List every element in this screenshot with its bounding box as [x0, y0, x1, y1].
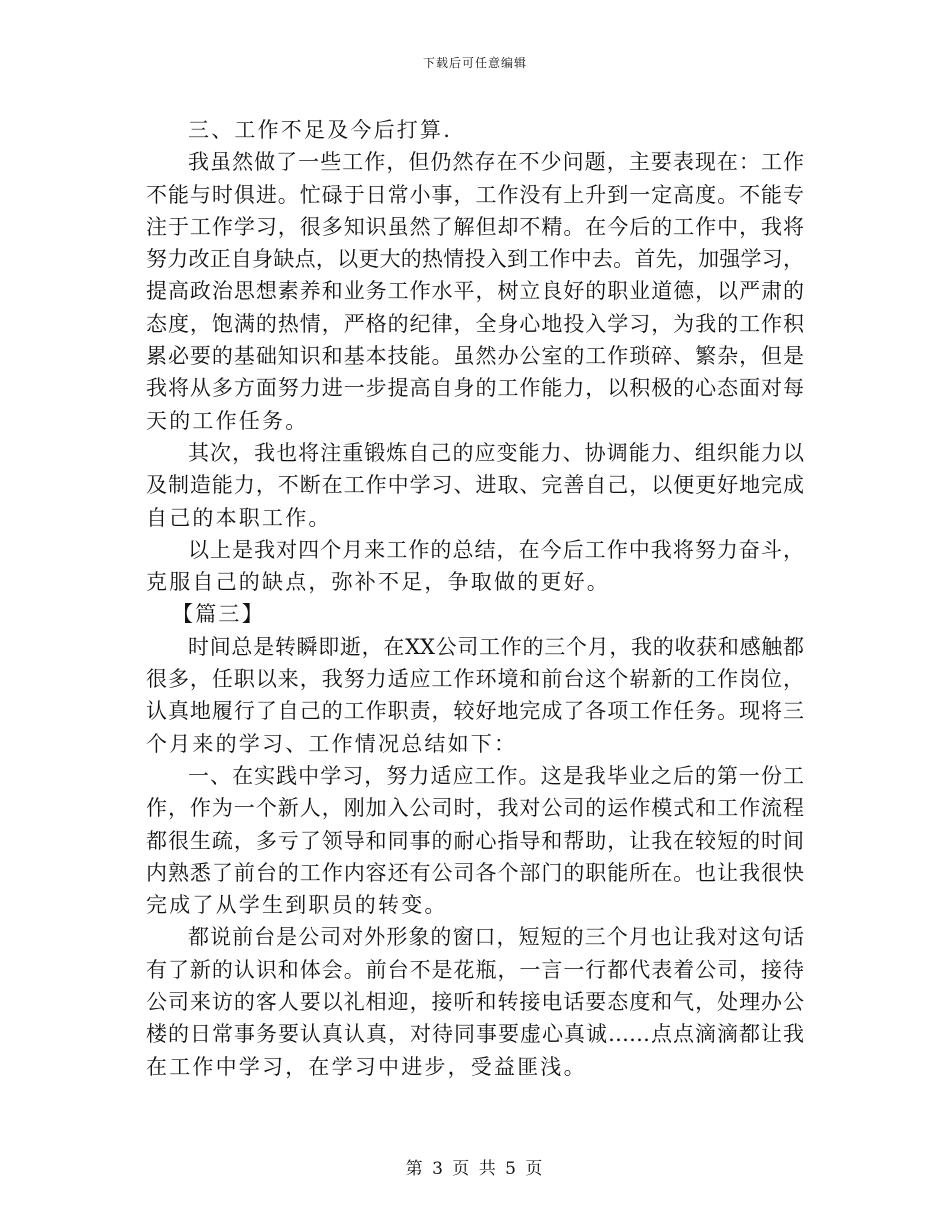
document-body [146, 114, 804, 1083]
text-line: 以上是我对四个月来工作的总结，在今后工作中我将努力奋斗， [188, 537, 804, 562]
text-line: 克服自己的缺点，弥补不足，争取做的更好。 [146, 570, 610, 595]
text-line: 不能与时俱进。忙碌于日常小事，工作没有上升到一定高度。不能专 [146, 182, 804, 207]
section-heading: 【篇三】 [172, 602, 265, 627]
section-heading: 三、工作不足及今后打算. [188, 118, 453, 142]
text-line: 及制造能力，不断在工作中学习、进取、完善自己，以便更好地完成 [146, 473, 804, 498]
text-line: 公司来访的客人要以礼相迎，接听和转接电话要态度和气，处理办公 [146, 990, 804, 1015]
text-line: 一、在实践中学习，努力适应工作。这是我毕业之后的第一份工 [188, 763, 804, 788]
text-line: 作，作为一个新人，刚加入公司时，我对公司的运作模式和工作流程 [146, 796, 804, 821]
text-line: 态度，饱满的热情，严格的纪律，全身心地投入学习，为我的工作积 [146, 311, 804, 336]
text-line: 都说前台是公司对外形象的窗口，短短的三个月也让我对这句话 [188, 925, 804, 950]
text-line: 认真地履行了自己的工作职责，较好地完成了各项工作任务。现将三 [146, 699, 804, 724]
text-line: 内熟悉了前台的工作内容还有公司各个部门的职能所在。也让我很快 [146, 860, 804, 885]
page-header: 下载后可任意编辑 [422, 56, 527, 70]
text-line: 时间总是转瞬即逝，在XX公司工作的三个月，我的收获和感触都 [188, 634, 804, 659]
text-line: 完成了从学生到职员的转变。 [146, 893, 448, 918]
text-line: 都很生疏，多亏了领导和同事的耐心指导和帮助，让我在较短的时间 [146, 828, 804, 853]
text-line: 楼的日常事务要认真认真，对待同事要虚心真诚……点点滴滴都让我 [146, 1022, 804, 1047]
text-line: 累必要的基础知识和基本技能。虽然办公室的工作琐碎、繁杂，但是 [146, 344, 804, 369]
text-line: 有了新的认识和体会。前台不是花瓶，一言一行都代表着公司，接待 [146, 957, 804, 982]
text-line: 我虽然做了一些工作，但仍然存在不少问题，主要表现在：工作 [188, 150, 804, 175]
text-line: 努力改正自身缺点，以更大的热情投入到工作中去。首先，加强学习， [146, 247, 804, 272]
text-line: 我将从多方面努力进一步提高自身的工作能力，以积极的心态面对每 [146, 376, 804, 401]
text-line: 天的工作任务。 [146, 408, 309, 433]
text-line: 注于工作学习，很多知识虽然了解但却不精。在今后的工作中，我将 [146, 214, 804, 239]
text-line: 自己的本职工作。 [146, 505, 332, 530]
text-line: 个月来的学习、工作情况总结如下： [146, 731, 518, 756]
text-line: 其次，我也将注重锻炼自己的应变能力、协调能力、组织能力以 [188, 440, 804, 465]
text-line: 在工作中学习，在学习中进步，受益匪浅。 [146, 1054, 587, 1079]
page-number-footer: 第 3 页 共 5 页 [405, 1159, 545, 1179]
text-line: 很多，任职以来，我努力适应工作环境和前台这个崭新的工作岗位， [146, 667, 804, 692]
text-line: 提高政治思想素养和业务工作水平，树立良好的职业道德，以严肃的 [146, 279, 804, 304]
